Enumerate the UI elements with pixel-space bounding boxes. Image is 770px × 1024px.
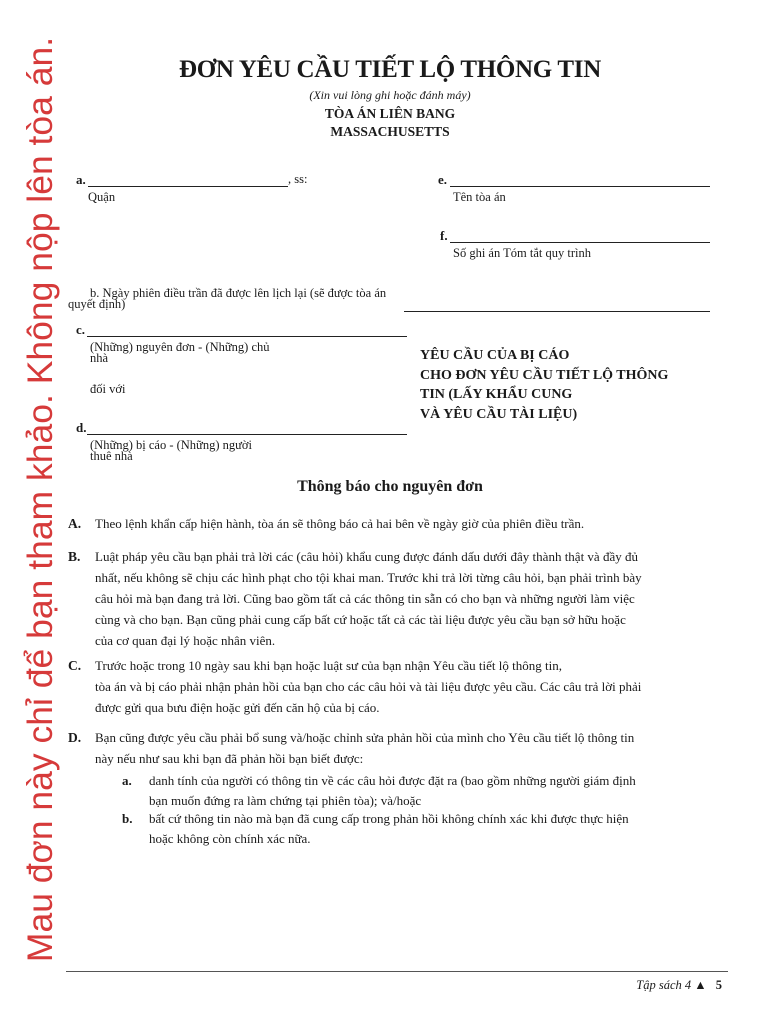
notice-item-d [68,727,723,769]
field-d-caption-line2: thuê nhà [90,449,133,463]
request-title-line: TIN (LẤY KHẨU CUNG [420,387,573,402]
notice-subitem-a [122,771,712,811]
text-line: hoặc không còn chính xác nữa. [149,831,311,846]
notice-item-text [95,727,723,769]
field-f-caption: Số ghi án Tóm tắt quy trình [453,246,591,260]
field-f-label: f. [440,228,448,243]
field-e-input-line[interactable] [450,186,710,187]
notice-item-text [95,546,723,651]
page-subtitle: (Xin vui lòng ghi hoặc đánh máy) [309,88,471,102]
field-b-caption-line1: b. Ngày phiên điều trần đã được lên lịch lại (sẽ được tòa án [90,286,387,300]
notice-item-text [95,513,723,534]
court-name-line1: TÒA ÁN LIÊN BANG [324,106,456,121]
versus-text: đối với [90,382,126,396]
field-a-caption: Quận [88,190,116,204]
notice-subitem-letter: a. [122,773,132,788]
field-c-label: c. [76,322,86,337]
page-number: 5 [715,978,722,992]
text-line: Bạn cũng được yêu cầu phải bổ sung và/hoặc chỉnh sửa phản hồi của mình cho Yêu cầu tiết lộ thông tin [95,730,635,745]
court-name-line2: MASSACHUSETTS [330,124,450,139]
text-line: bạn muốn đứng ra làm chứng tại phiên tòa); và/hoặc [149,793,422,808]
page-title: ĐƠN YÊU CẦU TIẾT LỘ THÔNG TIN [179,56,601,83]
field-e-caption: Tên tòa án [453,190,506,204]
text-line: danh tính của người có thông tin về các câu hỏi được đặt ra (bao gồm những người giám định [149,773,636,788]
text-line: Theo lệnh khẩn cấp hiện hành, tòa án sẽ thông báo cả hai bên về ngày giờ của phiên điều trần. [95,516,585,531]
text-line: được gửi qua bưu điện hoặc gửi đến căn hộ của bị cáo. [95,700,380,715]
text-line: bất cứ thông tin nào mà bạn đã cung cấp trong phản hồi không chính xác khi được thực hiện [149,811,629,826]
notice-title: Thông báo cho nguyên đơn [297,478,483,495]
footer-book-label: Tập sách 4 ▲ [636,978,707,992]
request-title-line: VÀ YÊU CẦU TÀI LIỆU) [420,406,578,422]
notice-subitem-text [149,809,712,849]
notice-item-b [68,546,723,651]
field-e-label: e. [438,172,448,187]
request-title-line: YÊU CẦU CỦA BỊ CÁO [420,348,570,363]
text-line: nhất, nếu không sẽ chịu các hình phạt cho tội khai man. Trước khi trả lời từng câu hỏi, bạn phải trình bày [95,570,642,585]
watermark [8,36,74,962]
field-a-label: a. [76,172,86,187]
page-footer [636,978,722,993]
field-a-input-line[interactable] [88,186,288,187]
field-c-caption-line2: nhà [90,351,109,365]
notice-item-text [95,655,723,718]
text-line: tòa án và bị cáo phải nhận phản hồi của bạn cho các câu hỏi và tài liệu được yêu cầu. Các câu trả lời phải [95,679,642,694]
notice-item-letter: C. [68,658,82,673]
text-line: của cơ quan đại lý hoặc nhân viên. [95,633,276,648]
field-f-input-line[interactable] [450,242,710,243]
field-b-input-line[interactable] [404,311,710,312]
notice-item-a [68,513,723,534]
field-c-input-line[interactable] [87,336,407,337]
footer-divider [66,971,728,972]
request-title [420,346,668,424]
notice-subitem-text [149,771,712,811]
notice-subitem-letter: b. [122,811,133,826]
field-b-caption-line2: quyết định) [68,297,126,311]
notice-item-letter: D. [68,730,82,745]
field-d-caption-line1: (Những) bị cáo - (Những) người [90,438,252,452]
text-line: này nếu như sau khi bạn đã phản hồi bạn biết được: [95,751,364,766]
field-d-input-line[interactable] [87,434,407,435]
notice-subitem-b [122,809,712,849]
field-a-suffix: , ss: [288,172,308,186]
text-line: câu hỏi mà bạn đang trả lời. Cũng bao gồm tất cả các thông tin sẵn có cho bạn và những người làm việc [95,591,635,606]
text-line: cùng và cho bạn. Bạn cũng phải cung cấp bất cứ hoặc tất cả các tài liệu được yêu cầu bạn sở hữu hoặc [95,612,626,627]
notice-item-letter: B. [68,549,81,564]
request-title-line: CHO ĐƠN YÊU CẦU TIẾT LỘ THÔNG [420,367,669,383]
notice-item-c [68,655,723,718]
notice-item-letter: A. [68,516,82,531]
field-d-label: d. [76,420,87,435]
text-line: Luật pháp yêu cầu bạn phải trả lời các (câu hỏi) khẩu cung được đánh dấu dưới đây thành thật và đầy đủ [95,549,638,564]
field-c-caption-line1: (Những) nguyên đơn - (Những) chủ [90,340,270,354]
watermark-text: Mau đơn này chỉ để bạn tham khảo. Không nộp lên tòa án. [20,36,61,962]
text-line: Trước hoặc trong 10 ngày sau khi bạn hoặc luật sư của bạn nhận Yêu cầu tiết lộ thông tin, [95,658,562,673]
